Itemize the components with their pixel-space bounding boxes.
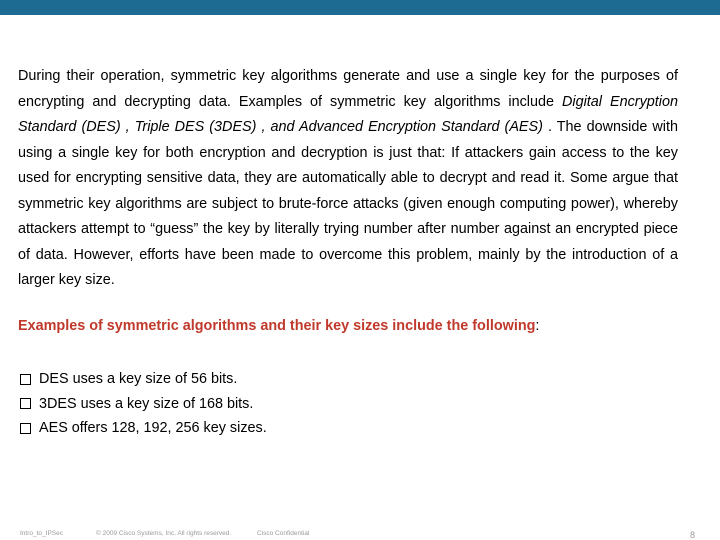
checkbox-bullet-icon (20, 423, 31, 434)
checkbox-bullet-icon (20, 398, 31, 409)
key-size-list (18, 367, 678, 441)
page-number: 8 (690, 530, 696, 540)
paragraph-text-1: During their operation, symmetric key algorithms generate and use a single key for the purposes of encrypting and decrypting data. Examples of symmetric key algorithms include (18, 68, 678, 110)
paragraph-italic-examples: Digital Encryption Standard (DES) , Triple DES (3DES) , and Advanced Encryption Standard (AES) (18, 93, 679, 135)
footer-confidential: Cisco Confidential (257, 530, 310, 537)
list-item (18, 367, 678, 392)
checkbox-bullet-icon (20, 374, 31, 385)
slide-footer (0, 528, 720, 540)
list-item (18, 416, 678, 441)
footer-presentation-name: Intro_to_IPSec (20, 530, 63, 537)
heading-text: Examples of symmetric algorithms and their key sizes include the following (18, 318, 536, 334)
footer-copyright: © 2009 Cisco Systems, Inc. All rights reserved. (96, 530, 232, 537)
list-item (18, 392, 678, 417)
top-banner-bar (0, 0, 720, 15)
body-paragraph (18, 64, 678, 294)
heading-colon: : (535, 318, 540, 334)
paragraph-text-2: . The downside with using a single key for both encryption and decryption is just that: If attackers gain access to the key used for encrypting sensitive data, they are automatically able to decrypt and read it. Some argue that symmetric key algorithms are subject to brute-force attacks (given enough computing power), whereby attackers attempt to “guess” the key by literally trying number after number against an encrypted piece of data. However, efforts have been made to overcome this problem, mainly by the introduction of a larger key size. (18, 119, 678, 288)
list-item-text: 3DES uses a key size of 168 bits. (39, 395, 254, 412)
list-item-text: AES offers 128, 192, 256 key sizes. (39, 420, 267, 437)
list-item-text: DES uses a key size of 56 bits. (39, 371, 238, 388)
section-heading (18, 314, 678, 339)
